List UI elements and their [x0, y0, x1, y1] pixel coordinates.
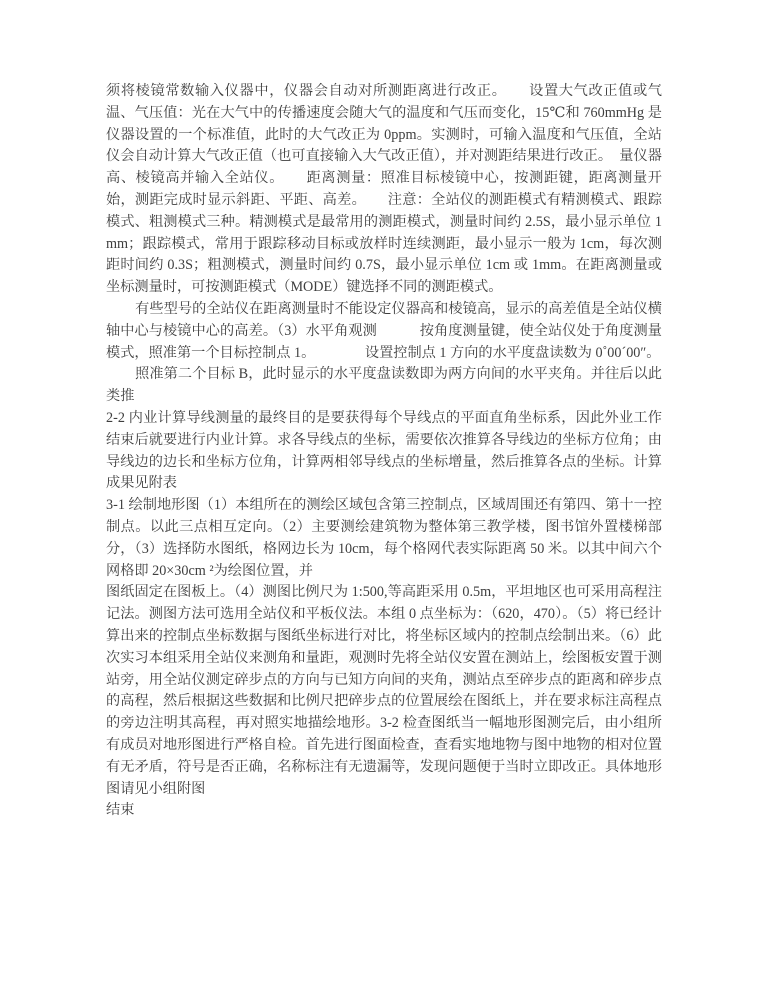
paragraph-horizontal-angle: 有些型号的全站仪在距离测量时不能设定仪器高和棱镜高，显示的高差值是全站仪横轴中心与棱镜中心的高差。（3）水平角观测 按角度测量键，使全站仪处于角度测量模式，照准第一个目标控制点 1。 设置控制点 1 方向的水平度盘读数为 0˚00´00″。 — [106, 300, 662, 361]
paragraph-distance-measurement: 须将棱镜常数输入仪器中，仪器会自动对所测距离进行改正。 设置大气改正值或气温、气压值：光在大气中的传播速度会随大气的温度和气压而变化，15℃和 760mmHg 是仪器设置的一个标准值，此时的大气改正为 0ppm。实测时，可输入温度和气压值，全站仪会自动计算大气改正值（也可直接输入大气改正值），并对测距结果进行改正。 量仪器高、棱镜高并输入全站仪。 距离测量：照准目标棱镜中心，按测距键，距离测量开始，测距完成时显示斜距、平距、高差。 注意：全站仪的测距模式有精测模式、跟踪模式、粗测模式三种。精测模式是最常用的测距模式，测量时间约 2.5S，最小显示单位 1mm；跟踪模式，常用于跟踪移动目标或放样时连续测距，最小显示一般为 1cm，每次测距时间约 0.3S；粗测模式，测量时间约 0.7S，最小显示单位 1cm 或 1mm。在距离测量或坐标测量时，可按测距模式（MODE）键选择不同的测距模式。 — [106, 83, 662, 296]
document-page — [106, 81, 662, 822]
paragraph-map-detail-and-check: 图纸固定在图板上。（4）测图比例尺为 1:500,等高距采用 0.5m，平坦地区也可采用高程注记法。测图方法可选用全站仪和平板仪法。本组 0 点坐标为：（620，470）。（5）将已经计算出来的控制点坐标数据与图纸坐标进行对比，将坐标区域内的控制点绘制出来。（6）此次实习本组采用全站仪来测角和量距，观测时先将全站仪安置在测站上，绘图板安置于测站旁，用全站仪测定碎步点的方向与已知方向间的夹角，测站点至碎步点的距离和碎步点的高程，然后根据这些数据和比例尺把碎步点的位置展绘在图纸上，并在要求标注高程点的旁边注明其高程，再对照实地描绘地形。3-2 检查图纸当一幅地形图测完后，由小组所有成员对地形图进行严格自检。首先进行图面检查，查看实地地物与图中地物的相对位置有无矛盾，符号是否正确，名称标注有无遗漏等，发现问题便于当时立即改正。具体地形图请见小组附图 — [106, 584, 662, 797]
paragraph-2-2-calculation: 2-2 内业计算导线测量的最终目的是要获得每个导线点的平面直角坐标系，因此外业工作结束后就要进行内业计算。求各导线点的坐标，需要依次推算各导线边的坐标方位角；由导线边的边长和坐标方位角，计算两相邻导线点的坐标增量，然后推算各点的坐标。计算成果见附表 — [106, 409, 662, 492]
paragraph-end: 结束 — [106, 802, 135, 819]
paragraph-second-target: 照准第二个目标 B，此时显示的水平度盘读数即为两方向间的水平夹角。并往后以此类推 — [106, 366, 662, 405]
paragraph-3-1-map-drawing: 3-1 绘制地形图（1）本组所在的测绘区域包含第三控制点，区域周围还有第四、第十一控制点。以此三点相互定向。（2）主要测绘建筑物为整体第三教学楼，图书馆外置楼梯部分，（3）选择防水图纸，格网边长为 10cm，每个格网代表实际距离 50 米。以其中间六个网格即 20×30cm ²为绘图位置，并 — [106, 497, 662, 579]
